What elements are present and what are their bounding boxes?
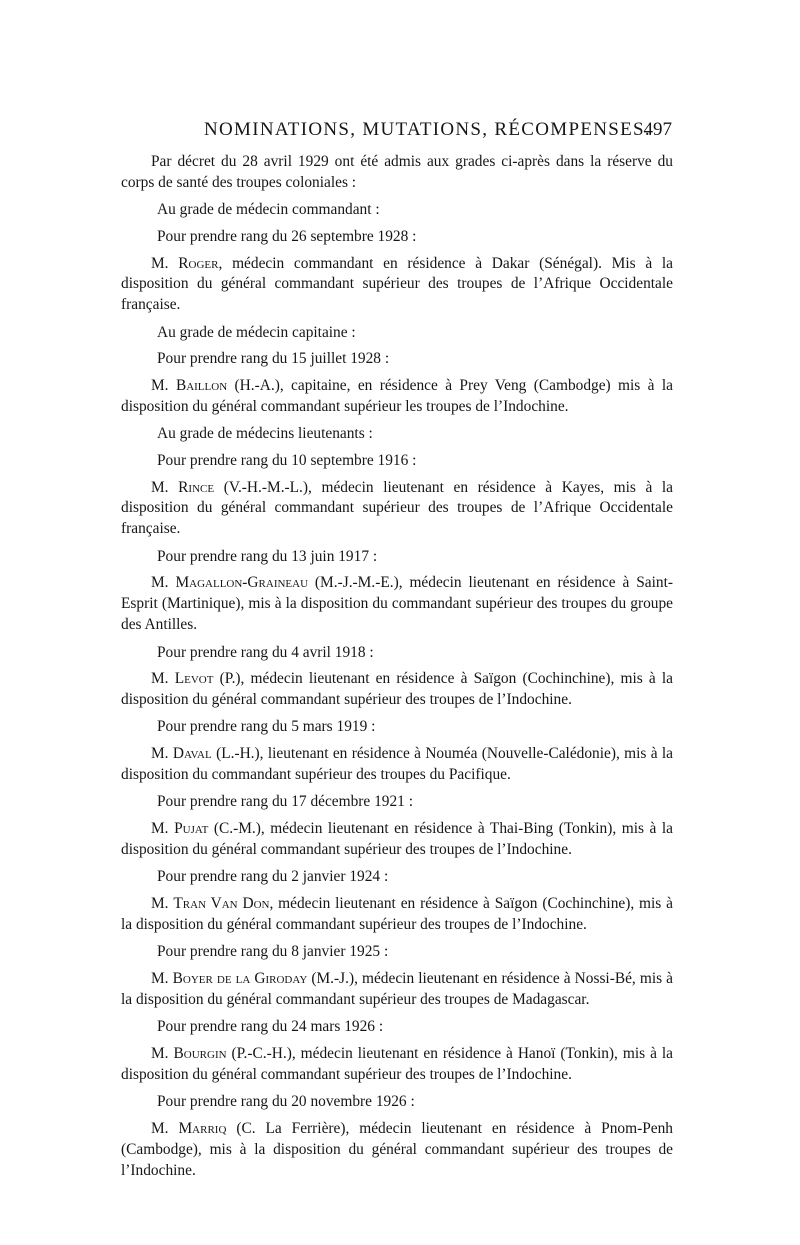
appointment-entry — [121, 669, 673, 711]
section-heading: Au grade de médecin commandant : — [157, 201, 380, 219]
section-heading: Pour prendre rang du 24 mars 1926 : — [157, 1018, 384, 1036]
section-heading: Pour prendre rang du 10 septembre 1916 : — [157, 451, 417, 469]
person-name: Magallon-Graineau — [175, 574, 309, 592]
appointment-entry — [121, 1044, 673, 1086]
appointment-entry — [121, 376, 673, 418]
appointment-entry — [121, 969, 673, 1011]
entry-title-prefix: M. — [151, 376, 169, 394]
document-body — [121, 152, 673, 1188]
appointment-entry — [121, 819, 673, 861]
person-name: Baillon — [175, 376, 228, 394]
entry-text: (M.-J.), médecin lieutenant en résidence à Nossi-Bé, mis à la disposition du général commandant supérieur des troupes de Madagascar. — [121, 970, 673, 1008]
section-heading: Pour prendre rang du 26 septembre 1928 : — [157, 227, 417, 245]
entry-text: , médecin commandant en résidence à Dakar (Sénégal). Mis à la disposition du général commandant supérieur des troupes de l’Afrique Occidentale française. — [121, 254, 673, 314]
section-heading: Pour prendre rang du 5 mars 1919 : — [157, 718, 376, 736]
person-name: Tran Van Don — [173, 895, 270, 913]
entry-title-prefix: M. — [151, 574, 169, 592]
entry-title-prefix: M. — [151, 820, 169, 838]
person-name: Marriq — [178, 1120, 227, 1137]
section-heading: Pour prendre rang du 4 avril 1918 : — [157, 643, 374, 661]
entry-text: , médecin lieutenant en résidence à Saïgon (Cochinchine), mis à la disposition du général commandant supérieur des troupes de l’Indochine. — [121, 895, 673, 933]
entry-title-prefix: M. — [151, 745, 169, 763]
entry-text: (V.-H.-M.-L.), médecin lieutenant en résidence à Kayes, mis à la disposition du général commandant supérieur des troupes de l’Afrique Occidentale française. — [121, 478, 673, 538]
person-name: Bourgin — [173, 1045, 227, 1063]
entry-text: (H.-A.), capitaine, en résidence à Prey Veng (Cambodge) mis à la disposition du général commandant supérieur les troupes de l’Indochine. — [121, 376, 673, 415]
entry-text: (C. La Ferrière), médecin lieutenant en résidence à Pnom-Penh (Cambodge), mis à la disposition du général commandant supérieur des troupes de l’Indochine. — [121, 1120, 673, 1179]
appointment-entry — [121, 744, 673, 786]
person-name: Boyer de la Giroday — [172, 970, 308, 988]
section-heading: Au grade de médecin capitaine : — [157, 323, 356, 341]
appointment-entry — [121, 573, 673, 635]
section-heading: Pour prendre rang du 13 juin 1917 : — [157, 547, 378, 565]
person-name: Rince — [178, 478, 215, 496]
entry-title-prefix: M. — [151, 895, 169, 913]
section-heading: Pour prendre rang du 17 décembre 1921 : — [157, 793, 414, 811]
entry-title-prefix: M. — [151, 478, 169, 496]
section-heading: Pour prendre rang du 15 juillet 1928 : — [157, 350, 390, 368]
entry-title-prefix: M. — [151, 1045, 169, 1063]
person-name: Levot — [174, 670, 214, 688]
entry-title-prefix: M. — [151, 970, 169, 988]
appointment-entry — [121, 254, 673, 316]
section-heading: Pour prendre rang du 2 janvier 1924 : — [157, 868, 389, 886]
entry-text: (C.-M.), médecin lieutenant en résidence à Thai-Bing (Tonkin), mis à la disposition du général commandant supérieur des troupes de l’Indochine. — [121, 820, 673, 858]
page-header — [120, 119, 672, 147]
entry-title-prefix: M. — [151, 254, 169, 272]
appointment-entry — [121, 894, 673, 936]
person-name: Pujat — [174, 820, 209, 838]
appointment-entry — [121, 1119, 673, 1181]
entry-text: (M.-J.-M.-E.), médecin lieutenant en résidence à Saint-Esprit (Martinique), mis à la disposition du commandant supérieur des troupes du groupe des Antilles. — [121, 574, 673, 633]
page-number: 497 — [643, 119, 672, 140]
entry-text: (P.-C.-H.), médecin lieutenant en résidence à Hanoï (Tonkin), mis à la disposition du général commandant supérieur des troupes de l’Indochine. — [121, 1045, 673, 1083]
entry-title-prefix: M. — [151, 1120, 169, 1137]
person-name: Daval — [172, 745, 212, 763]
paragraph: Par décret du 28 avril 1929 ont été admis aux grades ci-après dans la réserve du corps de santé des troupes coloniales : — [121, 153, 673, 191]
entry-text: (L.-H.), lieutenant en résidence à Nouméa (Nouvelle-Calédonie), mis à la disposition du commandant supérieur des troupes du Pacifique. — [121, 745, 673, 783]
appointment-entry — [121, 478, 673, 540]
entry-title-prefix: M. — [151, 670, 169, 688]
person-name: Roger — [178, 254, 219, 272]
section-heading: Pour prendre rang du 8 janvier 1925 : — [157, 943, 389, 961]
running-title: NOMINATIONS, MUTATIONS, RÉCOMPENSES. — [204, 119, 651, 140]
entry-text: (P.), médecin lieutenant en résidence à Saïgon (Cochinchine), mis à la disposition du général commandant supérieur des troupes de l’Indochine. — [121, 670, 673, 708]
section-heading: Pour prendre rang du 20 novembre 1926 : — [157, 1093, 415, 1111]
section-heading: Au grade de médecins lieutenants : — [157, 425, 373, 443]
